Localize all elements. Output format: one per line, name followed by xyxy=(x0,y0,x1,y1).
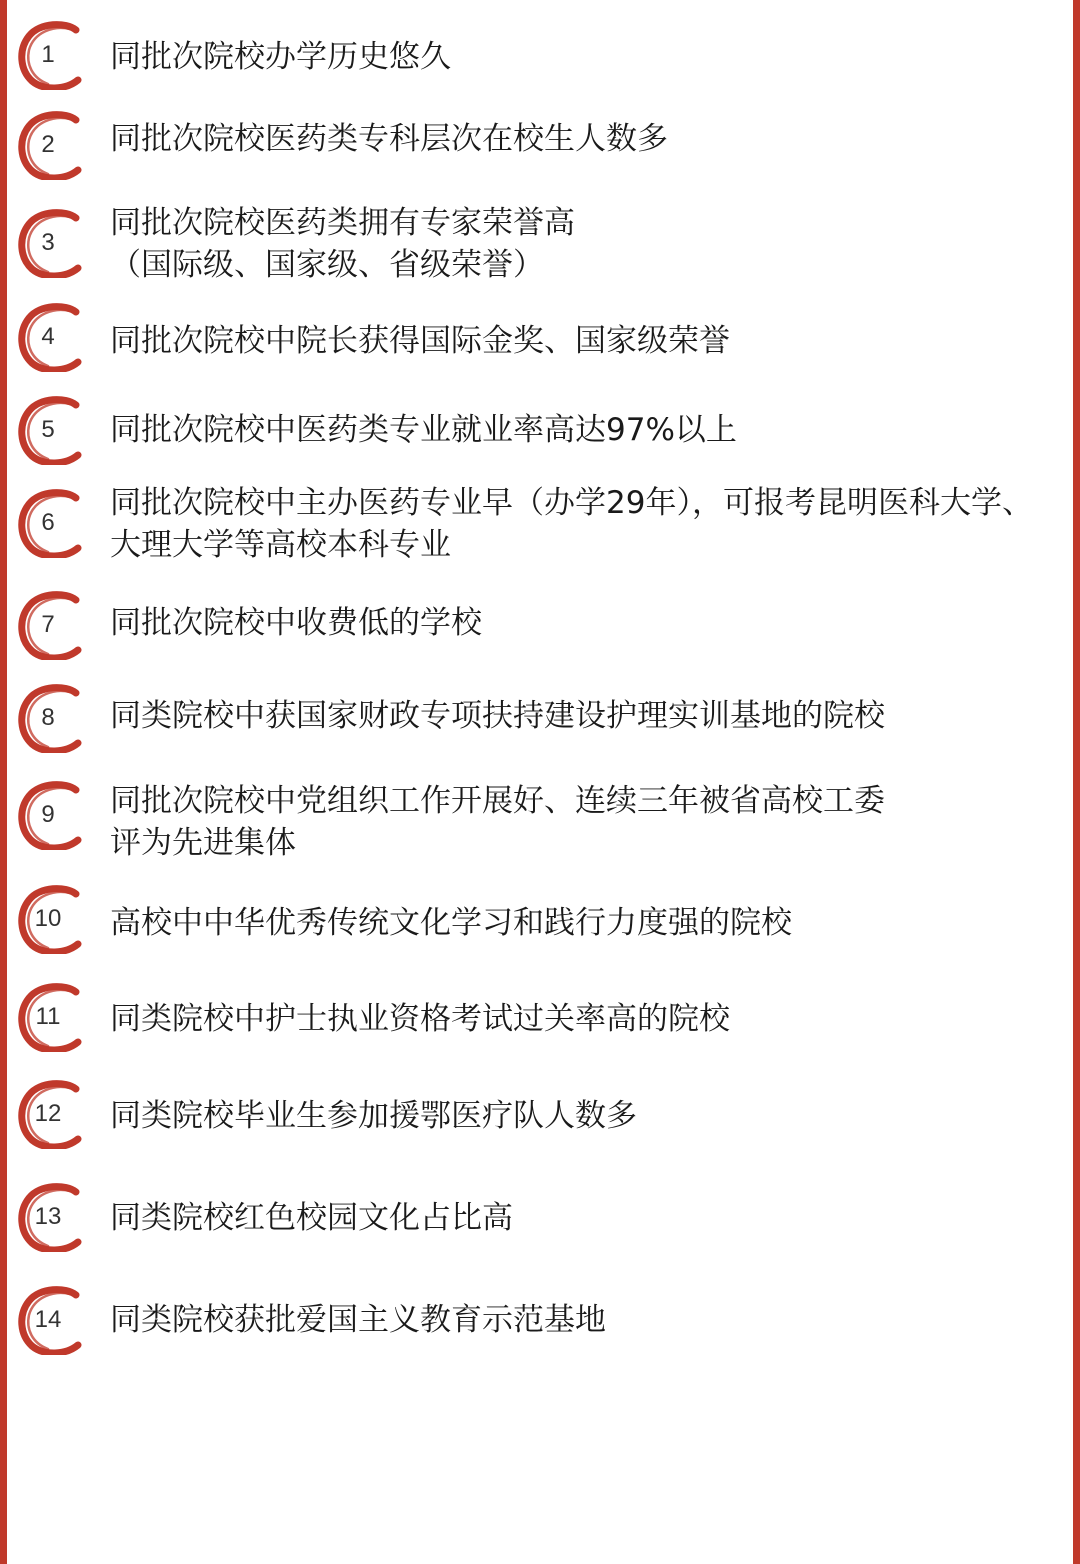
brush-circle-icon xyxy=(18,110,88,180)
brush-circle-icon xyxy=(18,488,88,558)
item-number: 4 xyxy=(41,323,55,350)
list-item xyxy=(0,982,1080,1062)
item-number: 10 xyxy=(34,905,62,932)
item-number: 11 xyxy=(35,1003,61,1030)
item-text: 同类院校中获国家财政专项扶持建设护理实训基地的院校 xyxy=(110,698,885,734)
item-number: 7 xyxy=(41,611,55,638)
brush-circle-icon xyxy=(18,683,88,753)
item-number: 9 xyxy=(41,801,55,828)
list-item xyxy=(0,884,1080,964)
list-item xyxy=(0,205,1080,288)
brush-circle-icon xyxy=(18,1079,88,1149)
item-number: 8 xyxy=(41,704,55,731)
brush-circle-icon xyxy=(18,884,88,954)
brush-circle-icon xyxy=(18,590,88,660)
item-number: 12 xyxy=(34,1100,62,1127)
list-item xyxy=(0,485,1080,568)
item-text: 同类院校中护士执业资格考试过关率高的院校 xyxy=(110,1001,730,1037)
list-item xyxy=(0,395,1080,475)
list-item xyxy=(0,20,1080,100)
item-text: 同批次院校中院长获得国际金奖、国家级荣誉 xyxy=(110,323,730,359)
item-text: 同类院校红色校园文化占比高 xyxy=(110,1200,513,1236)
item-text: 同类院校毕业生参加援鄂医疗队人数多 xyxy=(110,1098,637,1134)
brush-circle-icon xyxy=(18,1285,88,1355)
list-item xyxy=(0,683,1080,763)
brush-circle-icon xyxy=(18,208,88,278)
brush-circle-icon xyxy=(18,1182,88,1252)
list-item xyxy=(0,780,1080,860)
item-number: 14 xyxy=(34,1306,62,1333)
item-text: 同批次院校中党组织工作开展好、连续三年被省高校工委 评为先进集体 xyxy=(110,783,885,861)
brush-circle-icon xyxy=(18,20,88,90)
list-item xyxy=(0,1182,1080,1262)
item-text: 同批次院校医药类拥有专家荣誉高 （国际级、国家级、省级荣誉） xyxy=(110,205,575,283)
item-number: 1 xyxy=(41,41,55,68)
item-text: 同批次院校中医药类专业就业率高达97%以上 xyxy=(110,412,737,448)
brush-circle-icon xyxy=(18,302,88,372)
item-text: 高校中中华优秀传统文化学习和践行力度强的院校 xyxy=(110,905,792,941)
item-text: 同类院校获批爱国主义教育示范基地 xyxy=(110,1302,606,1338)
item-number: 2 xyxy=(41,131,55,158)
list-item xyxy=(0,1079,1080,1159)
item-number: 5 xyxy=(41,416,55,443)
item-number: 6 xyxy=(41,509,55,536)
item-number: 13 xyxy=(34,1203,62,1230)
brush-circle-icon xyxy=(18,395,88,465)
list-item xyxy=(0,110,1080,190)
brush-circle-icon xyxy=(18,982,88,1052)
list-item xyxy=(0,1285,1080,1365)
brush-circle-icon xyxy=(18,780,88,850)
list-item xyxy=(0,590,1080,670)
list-item xyxy=(0,302,1080,382)
item-text: 同批次院校办学历史悠久 xyxy=(110,39,451,75)
item-text: 同批次院校中收费低的学校 xyxy=(110,605,482,641)
item-text: 同批次院校中主办医药专业早（办学29年），可报考昆明医科大学、 大理大学等高校本科专业 xyxy=(110,485,1033,563)
item-text: 同批次院校医药类专科层次在校生人数多 xyxy=(110,121,668,157)
item-number: 3 xyxy=(41,229,55,256)
